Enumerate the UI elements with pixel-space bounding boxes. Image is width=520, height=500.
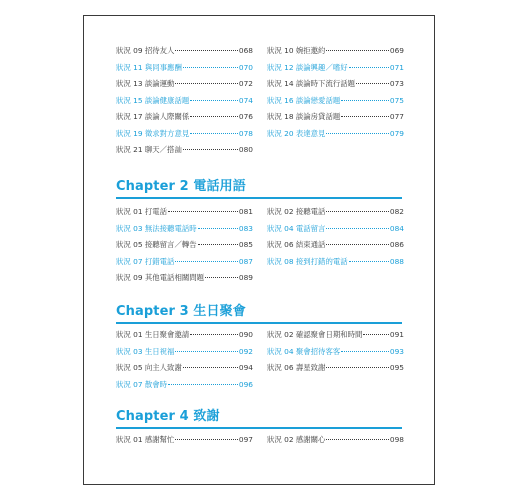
dot-leader [326, 367, 388, 368]
dot-leader [190, 100, 238, 101]
dot-leader [175, 439, 237, 440]
toc-entry-page-number: 070 [238, 62, 253, 72]
toc-entry-label: 狀況 10 婉拒邀約 [267, 46, 326, 55]
dot-leader [175, 351, 237, 352]
toc-entry-label: 狀況 04 電話留言 [267, 223, 326, 233]
toc-entry-page-number: 086 [389, 240, 404, 249]
toc-entry-page-number: 096 [238, 379, 253, 389]
toc-entry-page-number: 081 [238, 207, 253, 216]
toc-entry-page-number: 092 [238, 346, 253, 356]
toc-entry[interactable] [116, 60, 253, 77]
dot-leader [349, 67, 389, 68]
toc-entry[interactable] [267, 432, 404, 449]
dot-leader [326, 228, 388, 229]
toc-entry-label: 狀況 04 聚會招待客客 [267, 346, 341, 356]
toc-entry[interactable] [116, 344, 253, 361]
toc-entry-page-number: 098 [389, 435, 404, 444]
toc-entry-page-number: 084 [389, 223, 404, 233]
toc-entry-page-number: 089 [238, 273, 253, 282]
toc-entry-label: 狀況 11 與同事應酬 [116, 62, 182, 72]
toc-entry[interactable] [267, 126, 404, 143]
toc-entry-page-number: 082 [389, 207, 404, 216]
toc-entry[interactable] [267, 254, 404, 271]
toc-entry[interactable] [267, 204, 404, 221]
toc-section-chapter-4 [116, 432, 402, 449]
toc-entry-page-number: 073 [389, 79, 404, 88]
toc-entry-page-number: 080 [238, 145, 253, 154]
dot-leader [341, 116, 389, 117]
toc-entry[interactable] [267, 344, 404, 361]
toc-entry-page-number: 085 [238, 240, 253, 249]
toc-section-intro [116, 43, 402, 159]
toc-entry-label: 狀況 07 散會時 [116, 379, 168, 389]
toc-entries [116, 204, 402, 287]
toc-entry-page-number: 068 [238, 46, 253, 55]
toc-entry-page-number: 074 [238, 95, 253, 105]
toc-entry[interactable] [116, 204, 253, 221]
toc-entry[interactable] [116, 270, 253, 287]
toc-entry[interactable] [116, 76, 253, 93]
chapter-heading [116, 296, 402, 324]
dot-leader [326, 211, 388, 212]
dot-leader [175, 50, 237, 51]
toc-entry-label: 狀況 08 接到打錯的電話 [267, 256, 348, 266]
toc-entry[interactable] [116, 237, 253, 254]
toc-entry-label: 狀況 06 壽星致謝 [267, 363, 326, 372]
dot-leader [198, 228, 238, 229]
dot-leader [183, 149, 238, 150]
book-page [83, 15, 435, 485]
chapter-title: Chapter 3 生日聚會 [116, 304, 246, 319]
dot-leader [326, 244, 388, 245]
toc-entry-page-number: 083 [238, 223, 253, 233]
chapter-title: Chapter 4 致謝 [116, 409, 220, 424]
toc-entry-label: 狀況 01 感謝幫忙 [116, 435, 175, 444]
toc-entry-label: 狀況 18 談論房貸話題 [267, 112, 341, 121]
toc-entry-page-number: 076 [238, 112, 253, 121]
toc-entry-label: 狀況 20 表達意見 [267, 128, 326, 138]
toc-entry-label: 狀況 09 其他電話相關問題 [116, 273, 205, 282]
toc-entries [116, 43, 402, 159]
dot-leader [341, 100, 389, 101]
dot-leader [198, 244, 238, 245]
toc-entry-page-number: 093 [389, 346, 404, 356]
dot-leader [363, 334, 388, 335]
toc-entry-label: 狀況 05 向主人致謝 [116, 363, 182, 372]
toc-entries [116, 327, 402, 393]
dot-leader [168, 384, 238, 385]
toc-entry-page-number: 087 [238, 256, 253, 266]
toc-entry[interactable] [267, 76, 404, 93]
toc-entry-page-number: 077 [389, 112, 404, 121]
toc-entry-page-number: 091 [389, 330, 404, 339]
dot-leader [349, 261, 389, 262]
chapter-heading [116, 171, 402, 199]
chapter-title: Chapter 2 電話用語 [116, 179, 246, 194]
toc-entry[interactable] [267, 93, 404, 110]
toc-entry-label: 狀況 02 接聽電話 [267, 207, 326, 216]
toc-entry[interactable] [116, 360, 253, 377]
toc-entry-label: 狀況 05 接聽留言／轉告 [116, 240, 197, 249]
toc-entry[interactable] [267, 221, 404, 238]
toc-entry-page-number: 078 [238, 128, 253, 138]
toc-entry[interactable] [116, 93, 253, 110]
toc-entry-label: 狀況 19 徵求對方意見 [116, 128, 190, 138]
dot-leader [175, 261, 237, 262]
toc-entry-label: 狀況 21 聊天／搭訕 [116, 145, 182, 154]
dot-leader [326, 439, 388, 440]
dot-leader [356, 83, 389, 84]
dot-leader [190, 116, 238, 117]
toc-entry-page-number: 088 [389, 256, 404, 266]
toc-entry-label: 狀況 01 生日聚會邀請 [116, 330, 190, 339]
dot-leader [168, 211, 238, 212]
dot-leader [190, 133, 238, 134]
toc-entry-page-number: 079 [389, 128, 404, 138]
toc-entry-label: 狀況 15 談論健康話題 [116, 95, 190, 105]
toc-entry-page-number: 094 [238, 363, 253, 372]
toc-entry-label: 狀況 09 招待友人 [116, 46, 175, 55]
toc-entry[interactable] [116, 327, 253, 344]
toc-entry-label: 狀況 02 感謝關心 [267, 435, 326, 444]
dot-leader [205, 277, 238, 278]
toc-entry-page-number: 072 [238, 79, 253, 88]
toc-entry-label: 狀況 16 談論戀愛話題 [267, 95, 341, 105]
dot-leader [175, 83, 237, 84]
toc-entry[interactable] [267, 109, 404, 126]
toc-entry-page-number: 090 [238, 330, 253, 339]
toc-entry-label: 狀況 06 結束通話 [267, 240, 326, 249]
toc-entry-label: 狀況 17 談論人際關係 [116, 112, 190, 121]
toc-entry[interactable] [116, 221, 253, 238]
toc-entry-page-number: 069 [389, 46, 404, 55]
dot-leader [326, 50, 388, 51]
toc-entry-label: 狀況 12 談論興趣／嗜好 [267, 62, 348, 72]
toc-section-chapter-2 [116, 204, 402, 287]
toc-entry-label: 狀況 03 無法接聽電話時 [116, 223, 197, 233]
toc-entry-label: 狀況 03 生日祝福 [116, 346, 175, 356]
toc-entry[interactable] [116, 377, 253, 394]
dot-leader [183, 367, 238, 368]
toc-entry[interactable] [116, 126, 253, 143]
toc-entry[interactable] [116, 254, 253, 271]
toc-entry[interactable] [116, 43, 253, 60]
toc-entry-label: 狀況 07 打錯電話 [116, 256, 175, 266]
toc-entry-page-number: 097 [238, 435, 253, 444]
toc-entry[interactable] [267, 237, 404, 254]
toc-entry-page-number: 095 [389, 363, 404, 372]
toc-entry-label: 狀況 13 談論運動 [116, 79, 175, 88]
toc-entry-label: 狀況 01 打電話 [116, 207, 168, 216]
toc-entry-page-number: 071 [389, 62, 404, 72]
toc-section-chapter-3 [116, 327, 402, 393]
toc-entry-page-number: 075 [389, 95, 404, 105]
toc-entry[interactable] [267, 327, 404, 344]
dot-leader [190, 334, 238, 335]
toc-entry-label: 狀況 02 確認聚會日期和時間 [267, 330, 363, 339]
toc-entry[interactable] [116, 142, 253, 159]
dot-leader [183, 67, 238, 68]
toc-entry-label: 狀況 14 談論時下流行話題 [267, 79, 356, 88]
toc-entry[interactable] [267, 60, 404, 77]
dot-leader [341, 351, 389, 352]
toc-entry[interactable] [116, 109, 253, 126]
toc-entry[interactable] [267, 43, 404, 60]
toc-entry[interactable] [267, 360, 404, 377]
toc-entry[interactable] [116, 432, 253, 449]
chapter-heading [116, 401, 402, 429]
toc-entries [116, 432, 402, 449]
dot-leader [326, 133, 388, 134]
